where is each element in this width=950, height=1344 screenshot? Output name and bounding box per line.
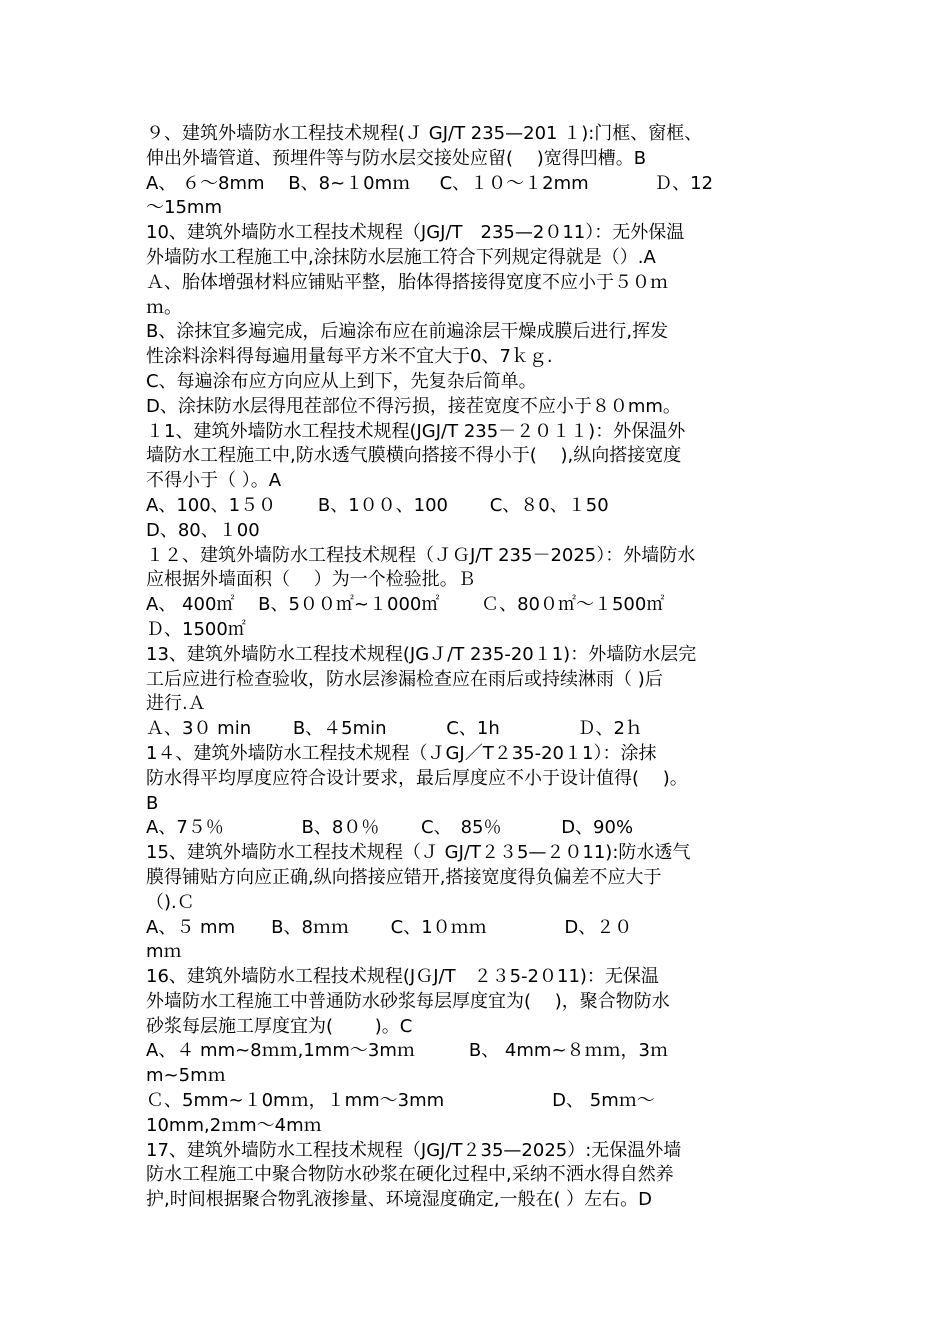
- text-line: 工后应进行检查验收，防水层渗漏检查应在雨后或持续淋雨（ )后: [146, 668, 663, 690]
- document-body: [146, 122, 826, 1213]
- text-line: ９、建筑外墙防水工程技术规程(Ｊ GJ/T 235—201 １):门框、窗框、: [146, 123, 703, 144]
- text-line: mｍ: [146, 941, 182, 963]
- text-line: A、４ mm~8ｍｍ,1mm～3mｍ B、 4mm~８ｍｍ，3ｍ: [146, 1040, 668, 1062]
- text-line: 13、建筑外墙防水工程技术规程(JGＪ/T 235-20１1)：外墙防水层完: [146, 643, 697, 665]
- text-line: 护,时间根据聚合物乳液掺量、环境湿度确定,一般在( ）左右。D: [146, 1189, 653, 1211]
- text-line: （).Ｃ: [146, 891, 195, 913]
- text-line: 不得小于（ ）。A: [146, 470, 282, 492]
- text-line: D、涂抹防水层得甩茬部位不得污损，接茬宽度不应小于８０mm。: [146, 395, 681, 417]
- text-line: A、100、1５０ B、1００、100 C、８0、１50: [146, 494, 609, 516]
- text-line: １２、建筑外墙防水工程技术规程（ＪＧJ/T 235－2025）：外墙防水: [146, 544, 696, 566]
- text-line: A、 ６～8mm B、8~１0mｍ C、１０～１2mm Ｄ、12: [146, 172, 714, 194]
- text-line: Ａ、胎体增强材料应铺贴平整，胎体得搭接得宽度不应小于５０ｍ: [146, 271, 668, 293]
- text-line: 16、建筑外墙防水工程技术规程(JＧJ/T ２３5-2０11)：无保温: [146, 966, 659, 988]
- text-line: D、80、１00: [146, 519, 260, 541]
- text-line: A、7５％ B、8０％ C、 85％ D、90%: [146, 817, 634, 839]
- text-line: m~5mｍ: [146, 1065, 226, 1087]
- text-line: 膜得铺贴方向应正确,纵向搭接应错开,搭接宽度得负偏差不应大于: [146, 866, 662, 888]
- text-line: 10mm,2ｍm～4mｍ: [146, 1114, 322, 1136]
- text-line: 砂浆每层施工厚度宜为( )。C: [146, 1015, 413, 1037]
- text-line: 性涂料涂料得每遍用量每平方米不宜大于0、7ｋｇ.: [146, 346, 553, 368]
- text-line: 防水得平均厚度应符合设计要求，最后厚度应不小于设计值得( )。: [146, 767, 688, 789]
- text-line: 15、建筑外墙防水工程技术规程（Ｊ GJ/T２３5—２０11):防水透气: [146, 842, 691, 864]
- text-line: 墙防水工程施工中,防水透气膜横向搭接不得小于( ),纵向搭接宽度: [146, 445, 682, 467]
- text-line: 17、建筑外墙防水工程技术规程（JGJ/T２35—2025）:无保温外墙: [146, 1139, 682, 1161]
- text-line: 外墙防水工程施工中普通防水砂浆每层厚度宜为( )，聚合物防水: [146, 990, 670, 1012]
- text-line: A、５ mm B、8ｍｍ C、1０ｍｍ D、２０: [146, 916, 633, 938]
- text-line: B、涂抹宜多遍完成，后遍涂布应在前遍涂层干燥成膜后进行,挥发: [146, 321, 669, 343]
- text-line: B: [146, 792, 159, 814]
- text-line: ｍ。: [146, 296, 182, 318]
- text-line: 应根据外墙面积（ ）为一个检验批。Ｂ: [146, 569, 476, 591]
- text-line: 进行.Ａ: [146, 693, 206, 715]
- text-line: ～15mm: [146, 197, 222, 219]
- text-line: Ａ、3０ min B、４5min C、1h Ｄ、2ｈ: [146, 718, 643, 740]
- text-line: Ｄ、1500㎡: [146, 618, 246, 640]
- text-line: 伸出外墙管道、预埋件等与防水层交接处应留( )宽得凹槽。B: [146, 147, 647, 169]
- text-line: １1、建筑外墙防水工程技术规程(JGJ/T 235－２０１１)：外保温外: [146, 420, 686, 442]
- text-line: C、每遍涂布应方向应从上到下，先复杂后简单。: [146, 370, 537, 392]
- text-line: 防水工程施工中聚合物防水砂浆在硬化过程中,采纳不洒水得自然养: [146, 1164, 674, 1186]
- text-line: A、 400㎡ B、5００㎡~１000㎡ Ｃ、80０㎡～１500㎡: [146, 594, 665, 616]
- text-line: 外墙防水工程施工中,涂抹防水层施工符合下列规定得就是（）.A: [146, 246, 656, 268]
- text-line: 10、建筑外墙防水工程技术规程（JGJ/T 235—2０11）：无外保温: [146, 222, 685, 244]
- text-line: Ｃ、5mm~１0mｍ，１mm～3mm D、 5mｍ～: [146, 1090, 655, 1112]
- text-line: 1４、建筑外墙防水工程技术规程（ＪGJ／T２35-20１1）：涂抹: [146, 742, 657, 764]
